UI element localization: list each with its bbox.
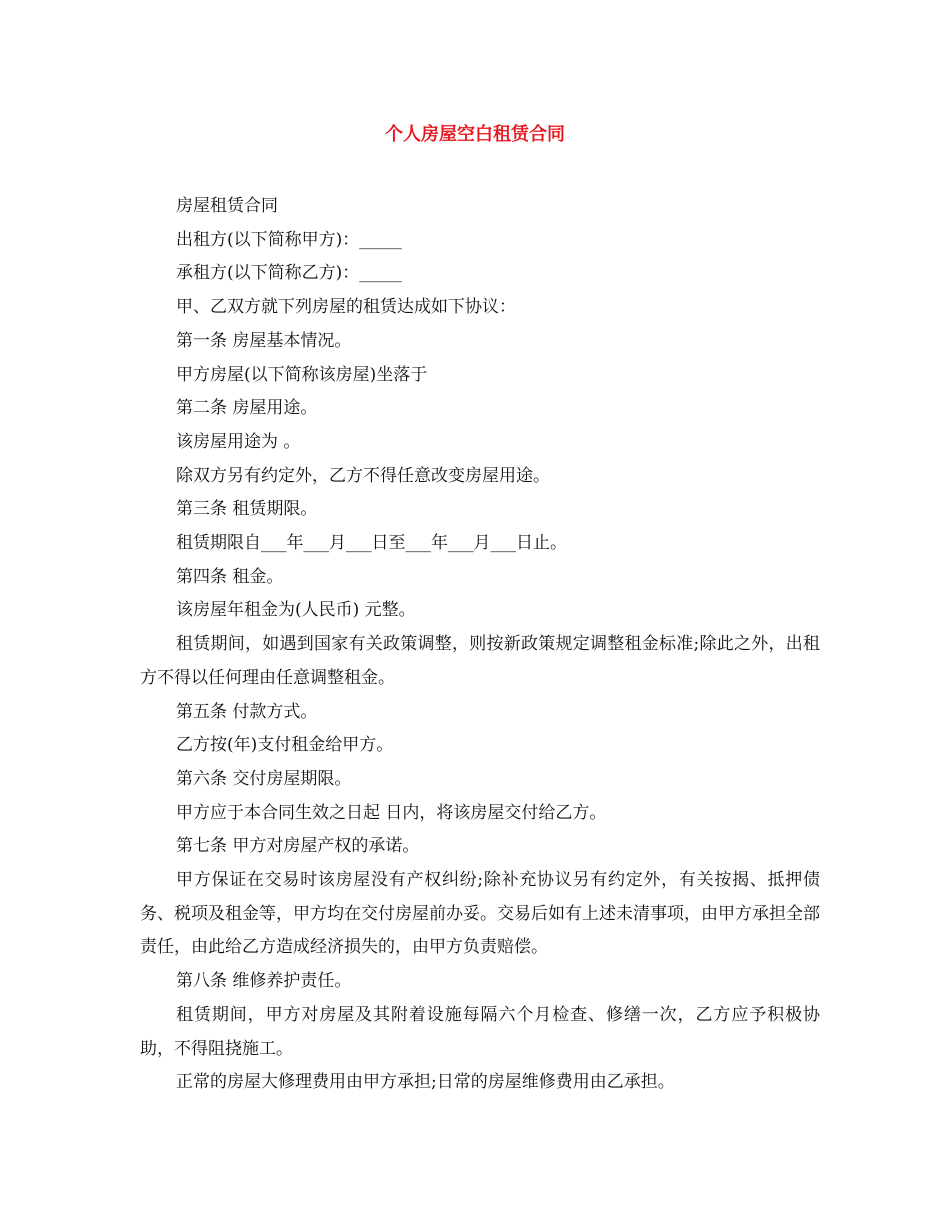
article-8-text-1: 租赁期间，甲方对房屋及其附着设施每隔六个月检查、修缮一次，乙方应予积极协助，不得阻挠施工。	[140, 1004, 820, 1059]
article-4-heading: 第四条 租金。	[176, 566, 284, 587]
article-8-heading: 第八条 维修养护责任。	[176, 971, 352, 992]
article-7-heading: 第七条 甲方对房屋产权的承诺。	[176, 836, 420, 857]
article-2-text-2: 除双方另有约定外，乙方不得任意改变房屋用途。	[176, 465, 550, 486]
paragraph-agreement-intro: 甲、乙双方就下列房屋的租赁达成如下协议：	[176, 297, 516, 318]
document-body	[140, 190, 820, 1100]
article-4-text-2: 租赁期间，如遇到国家有关政策调整，则按新政策规定调整租金标准;除此之外，出租方不得以任何理由任意调整租金。	[140, 634, 820, 688]
article-2-text-1: 该房屋用途为 。	[176, 431, 301, 452]
document-title: 个人房屋空白租赁合同	[385, 124, 565, 145]
paragraph-lessor: 出租方(以下简称甲方)：_____	[176, 229, 402, 250]
article-1-text: 甲方房屋(以下简称该房屋)坐落于	[176, 364, 428, 385]
paragraph-lessee: 承租方(以下简称乙方)：_____	[176, 263, 402, 284]
article-3-heading: 第三条 租赁期限。	[176, 499, 318, 520]
article-6-text: 甲方应于本合同生效之日起 日内，将该房屋交付给乙方。	[176, 802, 607, 823]
article-5-text: 乙方按(年)支付租金给甲方。	[176, 735, 394, 756]
article-1-heading: 第一条 房屋基本情况。	[176, 330, 352, 351]
article-2-heading: 第二条 房屋用途。	[176, 398, 318, 419]
article-6-heading: 第六条 交付房屋期限。	[176, 768, 352, 789]
article-4-text-1: 该房屋年租金为(人民币) 元整。	[176, 600, 416, 621]
article-5-heading: 第五条 付款方式。	[176, 701, 318, 722]
paragraph-heading: 房屋租赁合同	[176, 196, 278, 216]
article-3-text: 租赁期限自___年___月___日至___年___月___日止。	[176, 533, 567, 554]
article-7-text: 甲方保证在交易时该房屋没有产权纠纷;除补充协议另有约定外，有关按揭、抵押债务、税项及租金等，甲方均在交付房屋前办妥。交易后如有上述未清事项，由甲方承担全部责任，由此给乙方造成经济损失的，由甲方负责赔偿。	[140, 870, 820, 958]
article-8-text-2: 正常的房屋大修理费用由甲方承担;日常的房屋维修费用由乙承担。	[176, 1072, 675, 1093]
